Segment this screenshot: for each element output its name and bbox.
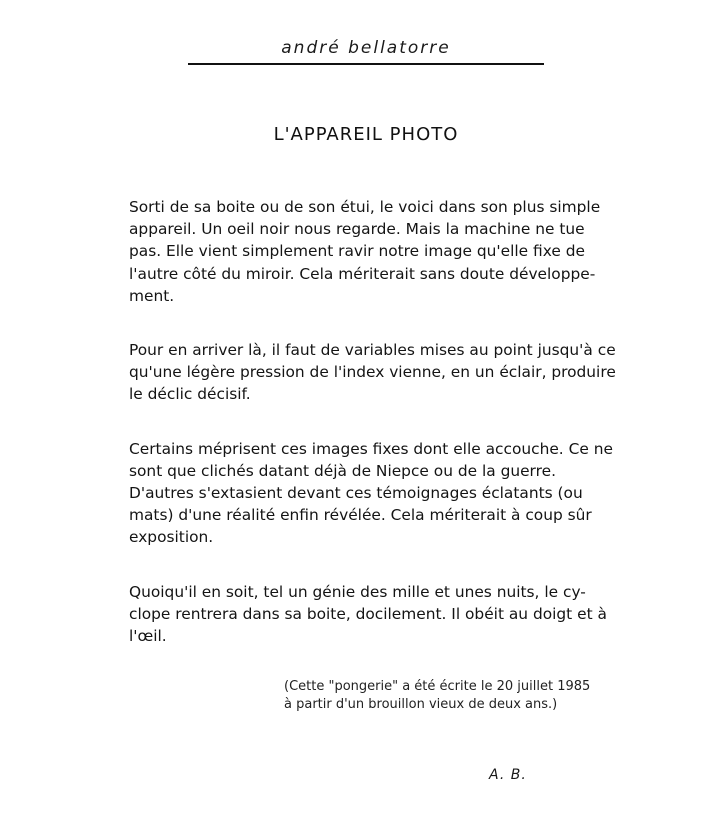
author-note: (Cette "pongerie" a été écrite le 20 juillet 1985 à partir d'un brouillon vieux de deux ans.) (284, 679, 591, 712)
page-title: L'APPAREIL PHOTO (273, 124, 459, 145)
paragraph-3: Certains méprisent ces images fixes dont elle accouche. Ce ne sont que clichés datant déjà de Niepce ou de la guerre. D'autres s'extasient devant ces témoignages éclatants (ou mats) d'une réalité enfin révélée. Cela mériterait à coup sûr exposition. (129, 439, 613, 547)
paragraph-1: Sorti de sa boite ou de son étui, le voici dans son plus simple appareil. Un oeil noir nous regarde. Mais la machine ne tue pas. Elle vient simplement ravir notre image qu'elle fixe de l'autre côté du miroir. Cela mériterait sans doute développe- ment. (129, 198, 601, 305)
signature: A. B. (489, 767, 527, 783)
body-text (129, 196, 619, 679)
paragraph-2: Pour en arriver là, il faut de variables mises au point jusqu'à ce qu'une légère pression de l'index vienne, en un éclair, produire le déclic décisif. (129, 341, 616, 404)
paragraph-4: Quoiqu'il en soit, tel un génie des mille et unes nuits, le cy- clope rentrera dans sa boite, docilement. Il obéit au doigt et à l'œil. (129, 582, 607, 646)
author-header: andré bellatorre (281, 38, 451, 58)
header-rule (188, 63, 544, 65)
